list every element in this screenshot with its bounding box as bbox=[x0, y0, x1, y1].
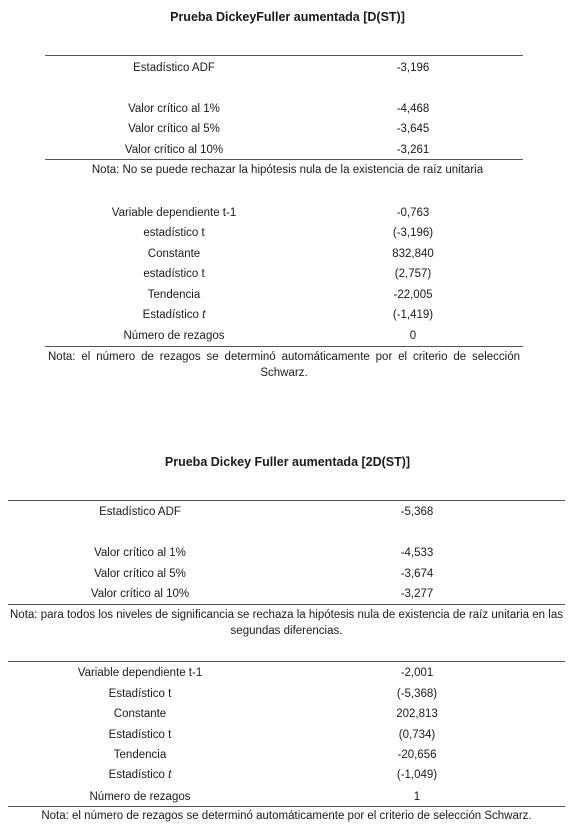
reg-label: estadístico t bbox=[143, 268, 205, 280]
critical-label: Valor crítico al 5% bbox=[94, 568, 186, 580]
reg-label-text: Estadístico bbox=[142, 309, 203, 321]
table1-reg-row bbox=[0, 225, 575, 241]
table1-mid-rule bbox=[45, 159, 523, 160]
table1-top-rule bbox=[45, 55, 523, 56]
reg-value: -2,001 bbox=[400, 667, 434, 679]
reg-value: (-1,049) bbox=[396, 769, 438, 781]
table1-reg-row bbox=[0, 307, 575, 323]
reg-label: Tendencia bbox=[113, 749, 167, 761]
table2-reg-row bbox=[0, 789, 575, 805]
reg-value: -22,005 bbox=[393, 289, 433, 301]
reg-label: Tendencia bbox=[147, 289, 201, 301]
reg-value: (2,757) bbox=[394, 268, 432, 280]
critical-label: Valor crítico al 1% bbox=[128, 103, 220, 115]
critical-value: -3,645 bbox=[396, 123, 430, 135]
critical-label: Valor crítico al 1% bbox=[94, 547, 186, 559]
table2-top-rule bbox=[8, 500, 565, 501]
table2-critical-row bbox=[0, 566, 575, 582]
table2-adf-row bbox=[0, 504, 575, 520]
reg-label-italic: t bbox=[168, 769, 172, 781]
table1-reg-row bbox=[0, 287, 575, 303]
table2-note1: Nota: para todos los niveles de significancia se rechaza la hipótesis nula de existencia de raíz unitaria en las segundas diferencias. bbox=[10, 609, 563, 637]
critical-value: -4,468 bbox=[396, 103, 430, 115]
reg-value: (-1,419) bbox=[392, 309, 434, 321]
reg-value: 832,840 bbox=[392, 248, 434, 260]
reg-label bbox=[40, 767, 240, 783]
critical-label: Valor crítico al 10% bbox=[124, 144, 224, 156]
table1-critical-row bbox=[0, 101, 575, 117]
table2-reg-row bbox=[0, 665, 575, 681]
adf-value: -3,196 bbox=[396, 62, 430, 74]
adf-label: Estadístico ADF bbox=[99, 506, 181, 518]
table2-reg-row bbox=[0, 767, 575, 783]
table1-reg-row bbox=[0, 205, 575, 221]
critical-value: -3,261 bbox=[396, 144, 430, 156]
reg-value: (-5,368) bbox=[396, 688, 438, 700]
critical-value: -3,674 bbox=[400, 568, 434, 580]
reg-label: estadístico t bbox=[143, 227, 205, 239]
reg-label: Variable dependiente t-1 bbox=[77, 667, 203, 679]
reg-value: 202,813 bbox=[396, 708, 438, 720]
reg-label: Número de rezagos bbox=[123, 330, 225, 342]
reg-label: Constante bbox=[113, 708, 167, 720]
reg-value: 0 bbox=[409, 330, 417, 342]
table1-title: Prueba DickeyFuller aumentada [D(ST)] bbox=[170, 10, 405, 24]
table2-reg-row bbox=[0, 706, 575, 722]
reg-value: (-3,196) bbox=[392, 227, 434, 239]
table1-note2: Nota: el número de rezagos se determinó automáticamente por el criterio de selección Schwarz. bbox=[48, 351, 520, 379]
table2-mid-rule bbox=[8, 604, 565, 605]
reg-label: Estadístico t bbox=[108, 688, 172, 700]
critical-value: -3,277 bbox=[400, 588, 434, 600]
table2-title: Prueba Dickey Fuller aumentada [2D(ST)] bbox=[164, 455, 411, 469]
table1-note1: Nota: No se puede rechazar la hipótesis nula de la existencia de raíz unitaria bbox=[91, 164, 484, 176]
reg-label-text: Estadístico bbox=[108, 769, 169, 781]
table1-adf-row bbox=[0, 60, 575, 76]
reg-value: (0,734) bbox=[398, 729, 436, 741]
table1-reg-row bbox=[0, 266, 575, 282]
table2-bottom-rule bbox=[8, 806, 565, 807]
table2-critical-row bbox=[0, 586, 575, 602]
reg-label-italic: t bbox=[202, 309, 206, 321]
table1-reg-row bbox=[0, 328, 575, 344]
table1-reg-row bbox=[0, 246, 575, 262]
reg-label: Estadístico t bbox=[108, 729, 172, 741]
adf-value: -5,368 bbox=[400, 506, 434, 518]
table1-bottom-rule bbox=[45, 346, 523, 347]
reg-value: -0,763 bbox=[396, 207, 430, 219]
reg-value: -20,656 bbox=[397, 749, 437, 761]
adf-label: Estadístico ADF bbox=[133, 62, 215, 74]
reg-value: 1 bbox=[413, 791, 421, 803]
table2-note2: Nota: el número de rezagos se determinó automáticamente por el criterio de selección Schwarz. bbox=[41, 810, 532, 822]
reg-label bbox=[74, 307, 274, 323]
table2-critical-row bbox=[0, 545, 575, 561]
table2-reg-row bbox=[0, 686, 575, 702]
critical-label: Valor crítico al 5% bbox=[128, 123, 220, 135]
table1-critical-row bbox=[0, 121, 575, 137]
table2-reg-rule bbox=[8, 661, 565, 662]
reg-label: Constante bbox=[147, 248, 201, 260]
reg-label: Variable dependiente t-1 bbox=[111, 207, 237, 219]
reg-label: Número de rezagos bbox=[89, 791, 191, 803]
table2-reg-row bbox=[0, 747, 575, 763]
table2-reg-row bbox=[0, 727, 575, 743]
table1-critical-row bbox=[0, 142, 575, 158]
critical-label: Valor crítico al 10% bbox=[90, 588, 190, 600]
critical-value: -4,533 bbox=[400, 547, 434, 559]
